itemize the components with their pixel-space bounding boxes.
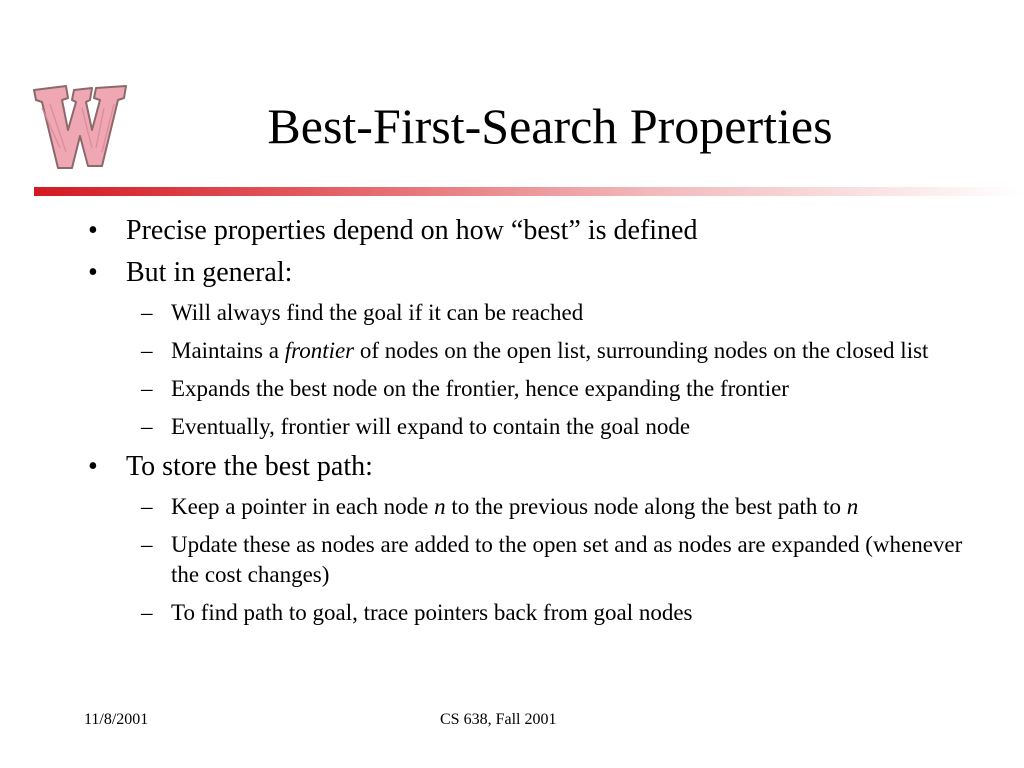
sub-bullet-text: Update these as nodes are added to the open set and as nodes are expanded (whenever the cost changes) [171, 532, 963, 587]
emphasis-text: n [846, 494, 859, 519]
emphasis-text: n [434, 494, 446, 519]
dash-mark: – [141, 532, 153, 557]
dash-mark: – [141, 600, 153, 625]
sub-bullet-item [141, 412, 971, 442]
sub-bullet-item [141, 598, 971, 628]
slide-title: Best-First-Search Properties [267, 98, 833, 154]
dash-mark: – [141, 414, 153, 439]
sub-bullet-text: Eventually, frontier will expand to contain the goal node [171, 414, 691, 439]
bullet-mark: • [88, 215, 98, 246]
sub-bullet-text: Keep a pointer in each node [171, 494, 435, 519]
bullet-text: Precise properties depend on how “best” is defined [126, 215, 698, 246]
sub-bullet-item [141, 298, 971, 328]
sub-bullet-text: Will always find the goal if it can be reached [171, 300, 584, 325]
sub-bullet-text: of nodes on the open list, surrounding nodes on the closed list [354, 338, 929, 363]
emphasis-text: frontier [284, 338, 355, 363]
sub-bullet-item [141, 492, 971, 522]
bullet-item [88, 450, 966, 484]
wisconsin-w-logo [30, 78, 130, 176]
dash-mark: – [141, 494, 153, 519]
footer-date: 11/8/2001 [84, 711, 149, 728]
sub-bullet-item [141, 530, 971, 590]
dash-mark: – [141, 338, 153, 363]
bullet-list [0, 206, 1024, 628]
bullet-item [88, 214, 966, 248]
bullet-mark: • [88, 257, 98, 288]
sub-bullet-item [141, 336, 971, 366]
title-underline-rule [34, 187, 1024, 196]
bullet-item [88, 256, 966, 290]
bullet-mark: • [88, 451, 98, 482]
sub-bullet-text: Maintains a [171, 338, 285, 363]
bullet-text: But in general: [126, 257, 293, 288]
sub-bullet-text: to the previous node along the best path to [445, 494, 847, 519]
dash-mark: – [141, 300, 153, 325]
sub-bullet-text: To find path to goal, trace pointers back from goal nodes [171, 600, 693, 625]
footer-course: CS 638, Fall 2001 [440, 711, 557, 728]
dash-mark: – [141, 376, 153, 401]
bullet-text: To store the best path: [126, 451, 373, 482]
sub-bullet-item [141, 374, 971, 404]
sub-bullet-text: Expands the best node on the frontier, hence expanding the frontier [171, 376, 789, 401]
